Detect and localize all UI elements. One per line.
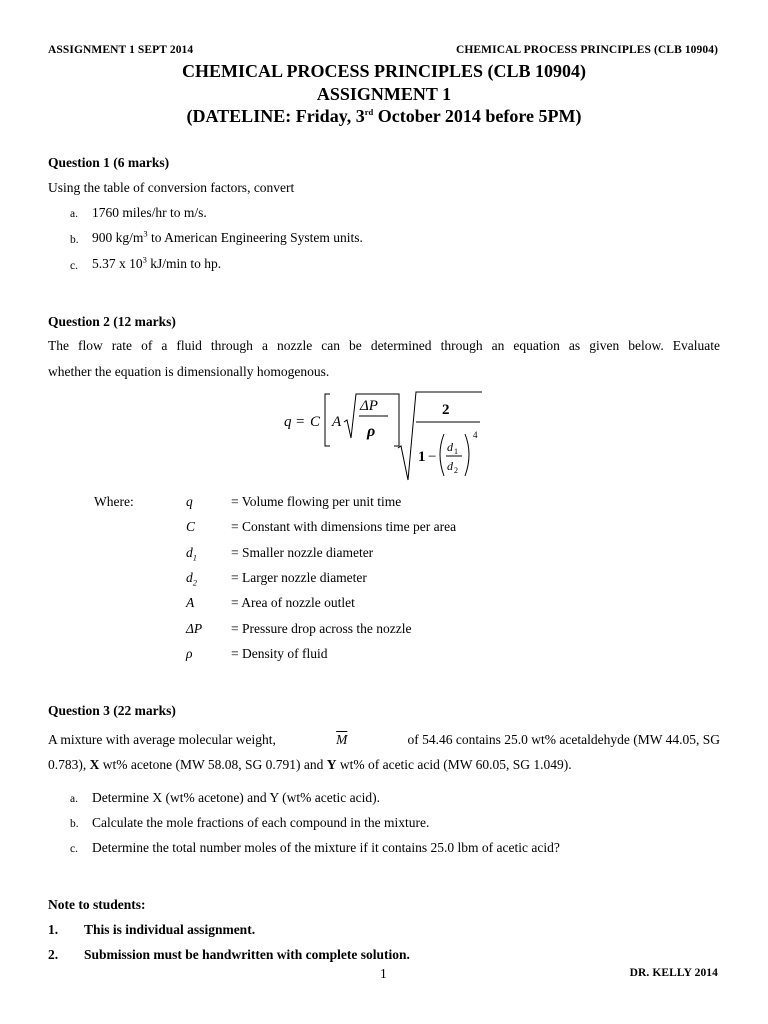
q3-line2: 0.783), X wt% acetone (MW 58.08, SG 0.791) and Y wt% of acetic acid (MW 60.05, SG 1.049). — [48, 757, 572, 772]
def-symbol: $d_1$ — [186, 545, 197, 563]
def-symbol: A — [186, 595, 195, 610]
note-2-number: 2. — [48, 947, 59, 962]
note-1-text: This is individual assignment. — [84, 922, 256, 937]
page-number: 1 — [380, 966, 387, 981]
note-heading: Note to students: — [48, 897, 146, 912]
assignment-title: ASSIGNMENT 1 — [316, 84, 452, 104]
note-1-number: 1. — [48, 922, 59, 937]
eq-A: A — [332, 414, 342, 430]
eq-rho: ρ — [367, 423, 376, 440]
def-symbol: C — [186, 519, 196, 534]
eq-d2: d — [447, 459, 453, 473]
average-mw-symbol: $\overline{M}$ — [336, 732, 348, 747]
eq-right-paren — [465, 434, 469, 476]
footer-author: DR. KELLY 2014 — [629, 967, 718, 979]
def-symbol: ΔP — [186, 621, 203, 636]
q1-a-label: a. — [70, 208, 78, 220]
def-symbol: $d_2$ — [186, 570, 197, 588]
eq-outer-sqrt — [398, 392, 482, 480]
def-text: = Volume flowing per unit time — [231, 494, 402, 509]
q1-b-text: 900 $kg/m^3$ to American Engineering System units. — [92, 228, 363, 245]
q3-a-label: a. — [70, 793, 78, 805]
eq-two: 2 — [442, 402, 450, 418]
def-text: = Density of fluid — [231, 646, 328, 661]
q3-line1 — [48, 732, 720, 748]
eq-q: q — [284, 414, 292, 430]
eq-right-bracket — [394, 394, 399, 446]
def-text: = Larger nozzle diameter — [231, 570, 367, 585]
eq-left-paren — [440, 434, 444, 476]
course-title: CHEMICAL PROCESS PRINCIPLES (CLB 10904) — [181, 61, 587, 81]
q1-a-text: 1760 miles/hr to m/s. — [92, 205, 207, 220]
def-text: = Constant with dimensions time per area — [231, 519, 457, 534]
def-symbol: ρ — [186, 646, 193, 661]
where-label: Where: — [94, 494, 134, 509]
q1-heading: Question 1 (6 marks) — [48, 155, 170, 170]
q3-a-text: Determine X (wt% acetone) and Y (wt% acetic acid). — [92, 790, 380, 805]
def-symbol: q — [186, 494, 193, 509]
eq-power: 4 — [473, 430, 478, 440]
q3-line1-post: of 54.46 contains 25.0 wt% acetaldehyde (MW 44.05, SG — [407, 732, 720, 747]
header-left: ASSIGNMENT 1 SEPT 2014 — [48, 44, 194, 56]
q3-b-label: b. — [70, 818, 79, 830]
eq-C: C — [310, 414, 321, 430]
q3-heading: Question 3 (22 marks) — [48, 703, 176, 718]
def-text: = Area of nozzle outlet — [231, 595, 355, 610]
q2-heading: Question 2 (12 marks) — [48, 314, 176, 329]
note-2-text: Submission must be handwritten with complete solution. — [84, 947, 410, 962]
q2-line1: The flow rate of a fluid through a nozzle can be determined through an equation as given below. Evaluate — [48, 338, 720, 353]
q2-line2: whether the equation is dimensionally homogenous. — [48, 364, 330, 379]
eq-deltaP: ΔP — [360, 398, 378, 414]
dateline: (DATELINE: Friday, 3rd October 2014 before 5PM) — [186, 106, 582, 126]
eq-one: 1 — [418, 449, 426, 465]
flow-rate-equation — [270, 388, 500, 484]
eq-minus: − — [428, 449, 437, 465]
eq-d1: d — [447, 440, 453, 454]
def-text: = Smaller nozzle diameter — [231, 545, 374, 560]
header-right: CHEMICAL PROCESS PRINCIPLES (CLB 10904) — [455, 44, 718, 56]
eq-d2-sub: 2 — [454, 466, 458, 475]
q1-c-label: c. — [70, 260, 78, 272]
q1-c-text: 5.37 x $10^3$ kJ/min to hp. — [92, 254, 222, 271]
q3-c-label: c. — [70, 843, 78, 855]
eq-d1-sub: 1 — [454, 447, 458, 456]
eq-equals: = — [296, 414, 305, 430]
eq-left-bracket — [325, 394, 330, 446]
q3-line1-pre: A mixture with average molecular weight, — [48, 732, 276, 747]
q3-b-text: Calculate the mole fractions of each compound in the mixture. — [92, 815, 430, 830]
q1-b-label: b. — [70, 234, 79, 246]
q1-intro: Using the table of conversion factors, convert — [48, 180, 295, 195]
q3-c-text: Determine the total number moles of the mixture if it contains 25.0 lbm of acetic acid? — [92, 840, 560, 855]
def-text: = Pressure drop across the nozzle — [231, 621, 412, 636]
